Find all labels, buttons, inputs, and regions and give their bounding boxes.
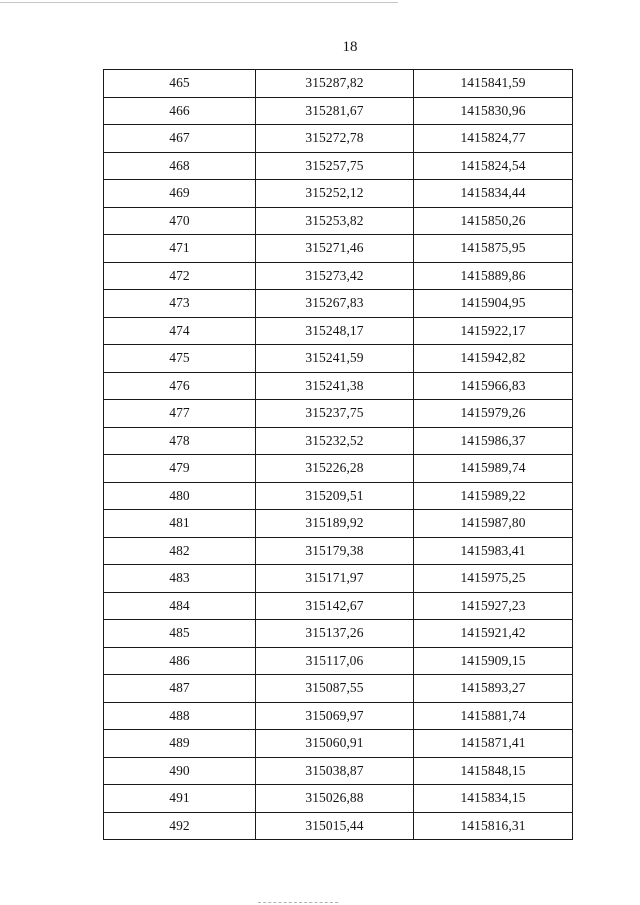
- point-number-cell: 477: [104, 400, 256, 428]
- x-coordinate-cell: 315137,26: [256, 620, 414, 648]
- y-coordinate-cell: 1415966,83: [414, 372, 573, 400]
- table-row: [104, 702, 573, 730]
- point-number-cell: 474: [104, 317, 256, 345]
- y-coordinate-cell: 1415921,42: [414, 620, 573, 648]
- point-number-cell: 486: [104, 647, 256, 675]
- scan-edge-line: [0, 2, 398, 3]
- y-coordinate-cell: 1415875,95: [414, 235, 573, 263]
- x-coordinate-cell: 315060,91: [256, 730, 414, 758]
- table-row: [104, 620, 573, 648]
- point-number-cell: 471: [104, 235, 256, 263]
- y-coordinate-cell: 1415871,41: [414, 730, 573, 758]
- point-number-cell: 492: [104, 812, 256, 840]
- y-coordinate-cell: 1415942,82: [414, 345, 573, 373]
- table-row: [104, 152, 573, 180]
- y-coordinate-cell: 1415850,26: [414, 207, 573, 235]
- x-coordinate-cell: 315232,52: [256, 427, 414, 455]
- table-row: [104, 565, 573, 593]
- point-number-cell: 476: [104, 372, 256, 400]
- point-number-cell: 469: [104, 180, 256, 208]
- table-row: [104, 97, 573, 125]
- table-row: [104, 400, 573, 428]
- x-coordinate-cell: 315209,51: [256, 482, 414, 510]
- point-number-cell: 473: [104, 290, 256, 318]
- x-coordinate-cell: 315241,38: [256, 372, 414, 400]
- y-coordinate-cell: 1415989,74: [414, 455, 573, 483]
- point-number-cell: 467: [104, 125, 256, 153]
- table-row: [104, 427, 573, 455]
- y-coordinate-cell: 1415824,54: [414, 152, 573, 180]
- x-coordinate-cell: 315087,55: [256, 675, 414, 703]
- x-coordinate-cell: 315179,38: [256, 537, 414, 565]
- x-coordinate-cell: 315281,67: [256, 97, 414, 125]
- point-number-cell: 472: [104, 262, 256, 290]
- table-row: [104, 812, 573, 840]
- x-coordinate-cell: 315237,75: [256, 400, 414, 428]
- point-number-cell: 478: [104, 427, 256, 455]
- point-number-cell: 483: [104, 565, 256, 593]
- y-coordinate-cell: 1415848,15: [414, 757, 573, 785]
- x-coordinate-cell: 315117,06: [256, 647, 414, 675]
- y-coordinate-cell: 1415986,37: [414, 427, 573, 455]
- table-row: [104, 647, 573, 675]
- y-coordinate-cell: 1415824,77: [414, 125, 573, 153]
- x-coordinate-cell: 315026,88: [256, 785, 414, 813]
- point-number-cell: 481: [104, 510, 256, 538]
- point-number-cell: 485: [104, 620, 256, 648]
- table-row: [104, 345, 573, 373]
- table-row: [104, 207, 573, 235]
- y-coordinate-cell: 1415927,23: [414, 592, 573, 620]
- point-number-cell: 489: [104, 730, 256, 758]
- point-number-cell: 465: [104, 70, 256, 98]
- table-row: [104, 317, 573, 345]
- y-coordinate-cell: 1415816,31: [414, 812, 573, 840]
- x-coordinate-cell: 315248,17: [256, 317, 414, 345]
- y-coordinate-cell: 1415881,74: [414, 702, 573, 730]
- table-row: [104, 482, 573, 510]
- point-number-cell: 490: [104, 757, 256, 785]
- x-coordinate-cell: 315271,46: [256, 235, 414, 263]
- x-coordinate-cell: 315226,28: [256, 455, 414, 483]
- x-coordinate-cell: 315287,82: [256, 70, 414, 98]
- point-number-cell: 482: [104, 537, 256, 565]
- x-coordinate-cell: 315038,87: [256, 757, 414, 785]
- table-row: [104, 730, 573, 758]
- table-row: [104, 785, 573, 813]
- x-coordinate-cell: 315241,59: [256, 345, 414, 373]
- point-number-cell: 479: [104, 455, 256, 483]
- y-coordinate-cell: 1415989,22: [414, 482, 573, 510]
- table-row: [104, 290, 573, 318]
- table-row: [104, 757, 573, 785]
- x-coordinate-cell: 315257,75: [256, 152, 414, 180]
- x-coordinate-cell: 315015,44: [256, 812, 414, 840]
- point-number-cell: 487: [104, 675, 256, 703]
- table-row: [104, 592, 573, 620]
- table-row: [104, 70, 573, 98]
- table-row: [104, 455, 573, 483]
- x-coordinate-cell: 315272,78: [256, 125, 414, 153]
- y-coordinate-cell: 1415904,95: [414, 290, 573, 318]
- x-coordinate-cell: 315189,92: [256, 510, 414, 538]
- point-number-cell: 491: [104, 785, 256, 813]
- x-coordinate-cell: 315253,82: [256, 207, 414, 235]
- table-row: [104, 510, 573, 538]
- y-coordinate-cell: 1415987,80: [414, 510, 573, 538]
- table-row: [104, 125, 573, 153]
- point-number-cell: 475: [104, 345, 256, 373]
- x-coordinate-cell: 315252,12: [256, 180, 414, 208]
- y-coordinate-cell: 1415909,15: [414, 647, 573, 675]
- page-number: 18: [342, 39, 358, 55]
- y-coordinate-cell: 1415975,25: [414, 565, 573, 593]
- x-coordinate-cell: 315142,67: [256, 592, 414, 620]
- y-coordinate-cell: 1415841,59: [414, 70, 573, 98]
- point-number-cell: 470: [104, 207, 256, 235]
- x-coordinate-cell: 315069,97: [256, 702, 414, 730]
- table-row: [104, 537, 573, 565]
- y-coordinate-cell: 1415922,17: [414, 317, 573, 345]
- y-coordinate-cell: 1415893,27: [414, 675, 573, 703]
- y-coordinate-cell: 1415830,96: [414, 97, 573, 125]
- y-coordinate-cell: 1415834,44: [414, 180, 573, 208]
- point-number-cell: 488: [104, 702, 256, 730]
- x-coordinate-cell: 315171,97: [256, 565, 414, 593]
- y-coordinate-cell: 1415834,15: [414, 785, 573, 813]
- point-number-cell: 468: [104, 152, 256, 180]
- x-coordinate-cell: 315273,42: [256, 262, 414, 290]
- y-coordinate-cell: 1415979,26: [414, 400, 573, 428]
- y-coordinate-cell: 1415983,41: [414, 537, 573, 565]
- table-row: [104, 235, 573, 263]
- point-number-cell: 466: [104, 97, 256, 125]
- coordinates-table-body: [104, 70, 573, 840]
- point-number-cell: 484: [104, 592, 256, 620]
- table-row: [104, 675, 573, 703]
- table-row: [104, 180, 573, 208]
- x-coordinate-cell: 315267,83: [256, 290, 414, 318]
- point-number-cell: 480: [104, 482, 256, 510]
- table-row: [104, 262, 573, 290]
- table-row: [104, 372, 573, 400]
- coordinates-table: [103, 69, 573, 840]
- y-coordinate-cell: 1415889,86: [414, 262, 573, 290]
- scan-edge-line-bottom: [258, 902, 338, 903]
